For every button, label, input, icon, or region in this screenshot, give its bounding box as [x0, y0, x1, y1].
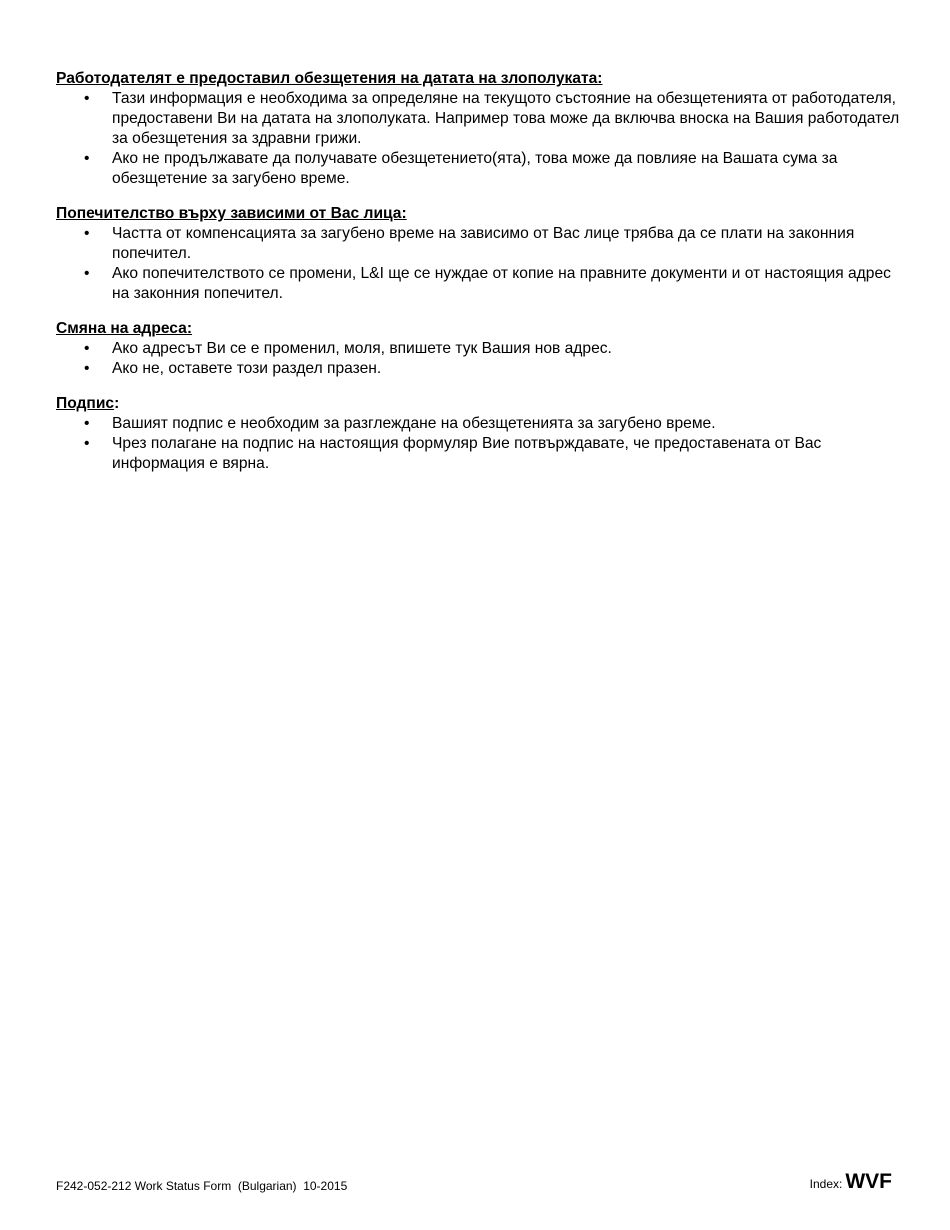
- list-item-text: Частта от компенсацията за загубено време на зависимо от Вас лице трябва да се плати на законния попечител.: [112, 225, 855, 262]
- list-item-text: Чрез полагане на подпис на настоящия формуляр Вие потвърждавате, че предоставената от Вас информация е вярна.: [112, 435, 822, 472]
- list-item: [56, 339, 906, 359]
- section-heading: [56, 394, 906, 414]
- list-item: [56, 414, 906, 434]
- list-item: [56, 149, 906, 189]
- list-item-text: Ако адресът Ви се е променил, моля, впишете тук Вашия нов адрес.: [112, 340, 612, 357]
- bullet-icon: •: [84, 225, 90, 242]
- document-body: [56, 69, 906, 489]
- bullet-icon: •: [84, 90, 90, 107]
- list-item-text: Вашият подпис е необходим за разглеждане на обезщетенията за загубено време.: [112, 415, 716, 432]
- list-item-text: Ако не продължавате да получавате обезщетението(ята), това може да повлияе на Вашата сума за обезщетение за загубено време.: [112, 150, 838, 187]
- section-heading-text: Работодателят е предоставил обезщетения на датата на злополуката:: [56, 70, 603, 87]
- index-label: Index:: [809, 1177, 843, 1191]
- section-employer-benefits: [56, 69, 906, 189]
- section-heading: [56, 204, 906, 224]
- footer-form-id: F242-052-212 Work Status Form (Bulgarian) 10-2015: [56, 1179, 348, 1193]
- bullet-icon: •: [84, 340, 90, 357]
- index-value: WVF: [845, 1170, 892, 1193]
- list-item: [56, 224, 906, 264]
- bullet-list: [56, 414, 906, 474]
- list-item: [56, 264, 906, 304]
- bullet-icon: •: [84, 435, 90, 452]
- list-item-text: Ако попечителството се промени, L&I ще се нуждае от копие на правните документи и от настоящия адрес на законния попечител.: [112, 265, 891, 302]
- section-heading: [56, 319, 906, 339]
- list-item-text: Тази информация е необходима за определяне на текущото състояние на обезщетенията от работодателя, предоставени Ви на датата на злополуката. Например това може да включва вноска на Вашия работодател за обезщетения за здравни грижи.: [112, 90, 900, 147]
- section-heading: [56, 69, 906, 89]
- bullet-icon: •: [84, 265, 90, 282]
- bullet-icon: •: [84, 415, 90, 432]
- bullet-list: [56, 89, 906, 189]
- list-item-text: Ако не, оставете този раздел празен.: [112, 360, 382, 377]
- list-item: [56, 89, 906, 149]
- section-heading-text: Подпис: [56, 395, 115, 412]
- bullet-icon: •: [84, 360, 90, 377]
- list-item: [56, 434, 906, 474]
- section-signature: [56, 394, 906, 474]
- section-heading-text: Попечителство върху зависими от Вас лица:: [56, 205, 407, 222]
- section-address-change: [56, 319, 906, 379]
- footer-index: [810, 1170, 892, 1196]
- section-heading-text: Смяна на адреса:: [56, 320, 193, 337]
- bullet-list: [56, 339, 906, 379]
- section-heading-suffix: :: [114, 395, 120, 412]
- section-guardianship: [56, 204, 906, 304]
- bullet-list: [56, 224, 906, 304]
- bullet-icon: •: [84, 150, 90, 167]
- list-item: [56, 359, 906, 379]
